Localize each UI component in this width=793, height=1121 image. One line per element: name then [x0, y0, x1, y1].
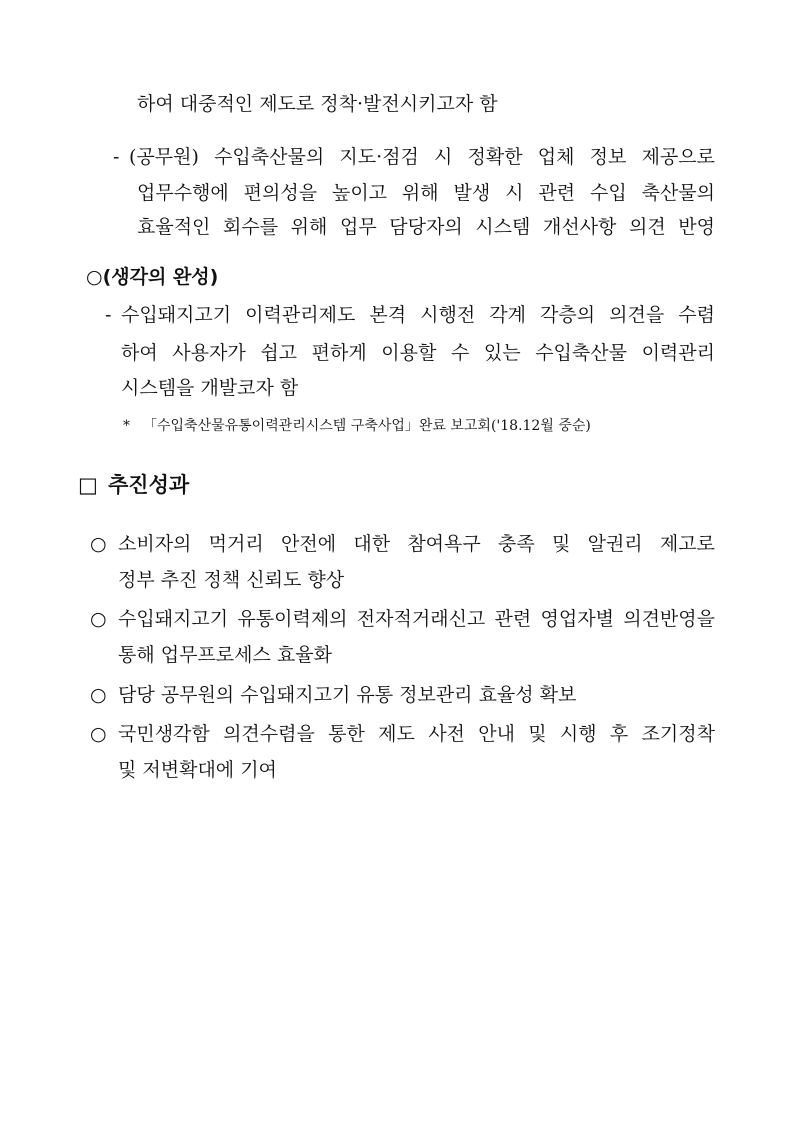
completion-line-3: 시스템을 개발코자 함 — [121, 377, 299, 399]
result-4-marker: ○ — [90, 723, 107, 745]
result-1-line-2: 정부 추진 정책 신뢰도 향상 — [118, 569, 345, 591]
result-1-marker: ○ — [90, 533, 107, 555]
result-3-line-1: 담당 공무원의 수입돼지고기 유통 정보관리 효율성 확보 — [118, 684, 577, 706]
results-title: 추진성과 — [108, 473, 190, 497]
officer-line-3: 효율적인 회수를 위해 업무 담당자의 시스템 개선사항 의견 반영 — [137, 216, 715, 238]
note-line — [123, 416, 591, 436]
officer-bullet: - — [113, 146, 120, 168]
result-2-line-2: 통해 업무프로세스 효율화 — [118, 644, 332, 666]
result-4-line-2: 및 저변확대에 기여 — [118, 759, 277, 781]
completion-line-1: 수입돼지고기 이력관리제도 본격 시행전 각계 각층의 의견을 수렴 — [121, 304, 715, 326]
square-marker: □ — [78, 472, 98, 497]
completion-bullet: - — [105, 304, 112, 326]
completion-title: (생각의 완성) — [102, 266, 219, 288]
note-text: 「수입축산물유통이력관리시스템 구축사업」완료 보고회('18.12월 중순) — [143, 418, 591, 434]
completion-heading — [86, 264, 218, 290]
completion-line-2: 하여 사용자가 쉽고 편하게 이용할 수 있는 수입축산물 이력관리 — [121, 342, 715, 364]
circle-marker: ○ — [86, 266, 103, 288]
result-2-marker: ○ — [90, 608, 107, 630]
continuation-text: 하여 대중적인 제도로 정착·발전시키고자 함 — [137, 93, 498, 115]
results-heading — [78, 470, 189, 500]
result-1-line-1: 소비자의 먹거리 안전에 대한 참여욕구 충족 및 알권리 제고로 — [118, 533, 715, 555]
note-asterisk: * — [123, 418, 130, 434]
result-3-marker: ○ — [90, 684, 107, 706]
result-4-line-1: 국민생각함 의견수렴을 통한 제도 사전 안내 및 시행 후 조기정착 — [118, 723, 715, 745]
officer-line-2: 업무수행에 편의성을 높이고 위해 발생 시 관련 수입 축산물의 — [137, 182, 715, 204]
officer-line-1: (공무원) 수입축산물의 지도·점검 시 정확한 업체 정보 제공으로 — [129, 146, 715, 168]
result-2-line-1: 수입돼지고기 유통이력제의 전자적거래신고 관련 영업자별 의견반영을 — [118, 608, 715, 630]
